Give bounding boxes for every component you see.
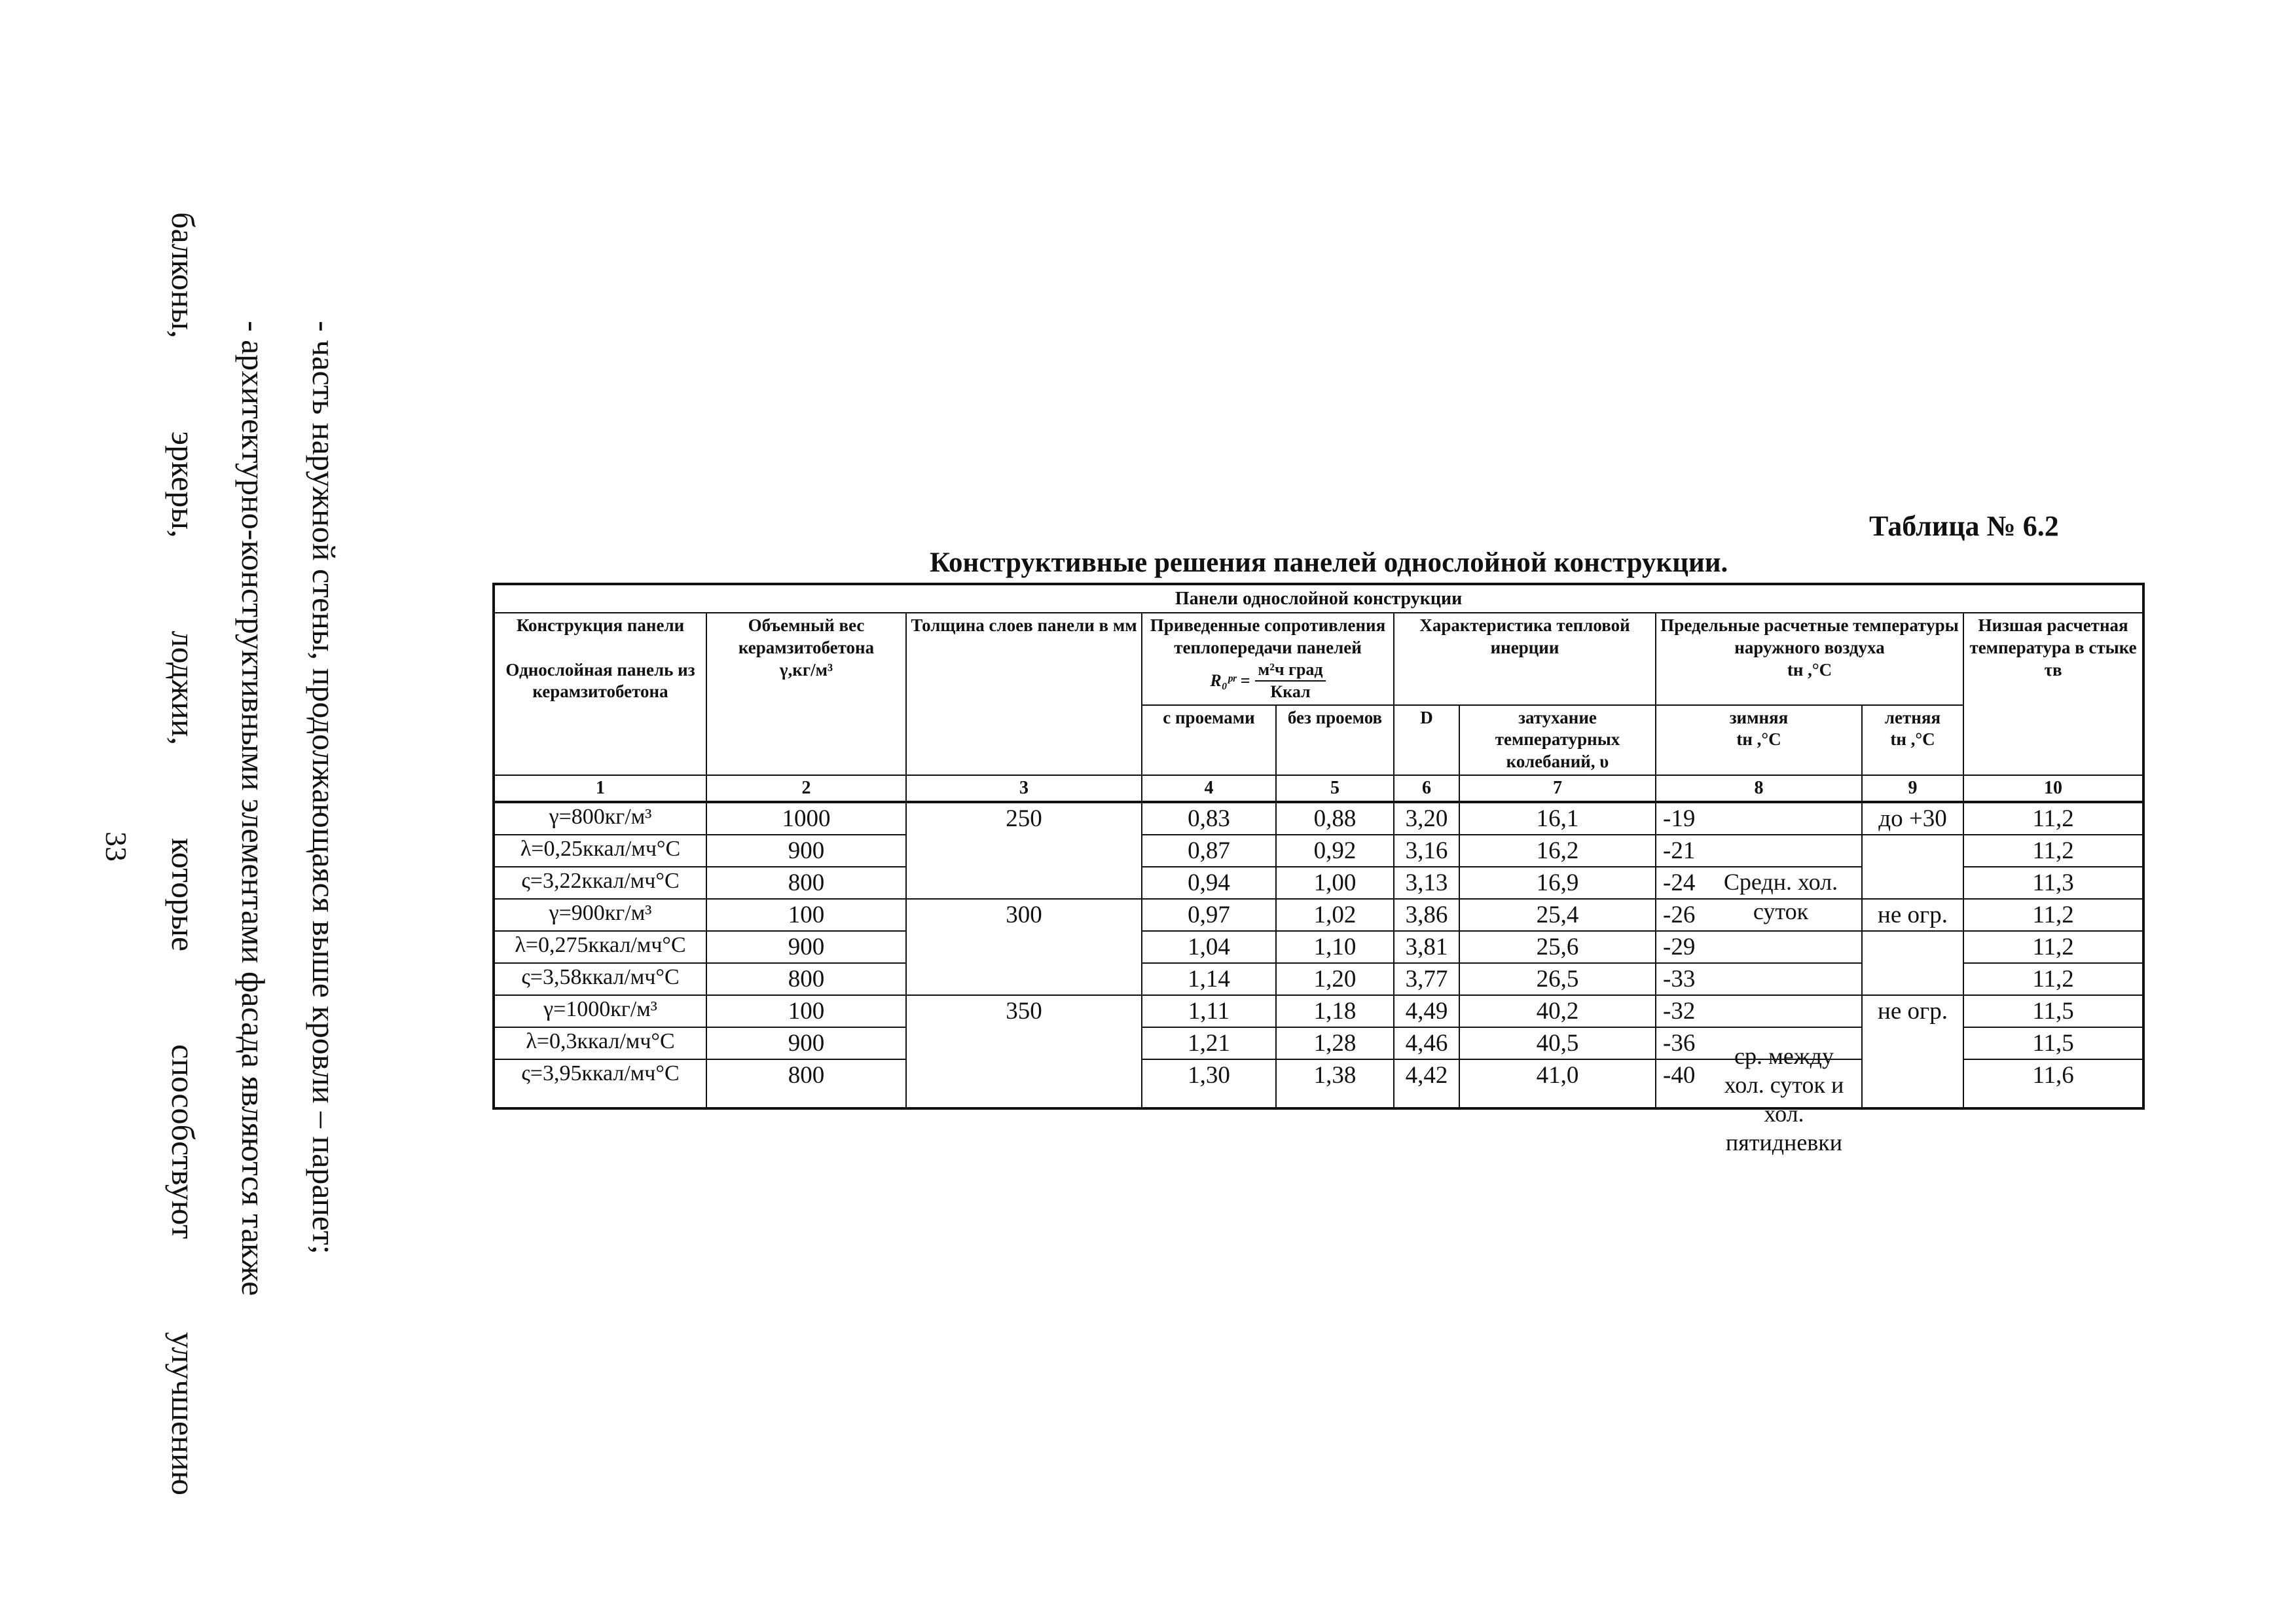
group-1000 bbox=[494, 995, 2143, 1108]
summer-empty-cell bbox=[1862, 835, 1963, 899]
damping-cell: 25,6 bbox=[1459, 931, 1656, 963]
d-cell: 3,77 bbox=[1394, 963, 1459, 995]
panels-table bbox=[492, 583, 2145, 1110]
index-cell: 5 bbox=[1276, 775, 1394, 802]
joint-temp-cell: 11,3 bbox=[1963, 867, 2143, 899]
r-with-cell: 1,04 bbox=[1142, 931, 1276, 963]
index-cell: 1 bbox=[494, 775, 706, 802]
thickness-cell: 350 bbox=[906, 995, 1142, 1108]
winter-cell: -19 bbox=[1656, 802, 1862, 835]
winter-cell: -36 bbox=[1656, 1027, 1862, 1059]
table-title: Конструктивные решения панелей однослойной конструкции. bbox=[930, 547, 1728, 578]
body-word: эркеры, bbox=[165, 431, 202, 538]
damping-cell: 16,2 bbox=[1459, 835, 1656, 867]
d-cell: 4,49 bbox=[1394, 995, 1459, 1027]
index-cell: 4 bbox=[1142, 775, 1276, 802]
joint-temp-cell: 11,5 bbox=[1963, 1027, 2143, 1059]
body-text-line-1: - часть наружной стены, продолжающаяся выше кровли – парапет; bbox=[306, 321, 342, 1254]
thickness-cell: 250 bbox=[906, 802, 1142, 899]
header-joint-temp: Низшая расчетная температура в стыке τв bbox=[1963, 613, 2143, 775]
body-text-line-2: - архитектурно-конструктивными элементами фасада являются также bbox=[235, 321, 272, 1296]
damping-cell: 40,5 bbox=[1459, 1027, 1656, 1059]
winter-cell: -40 bbox=[1656, 1059, 1862, 1108]
summer-empty-cell bbox=[1862, 931, 1963, 995]
winter-cell: -33 bbox=[1656, 963, 1862, 995]
r-without-cell: 1,10 bbox=[1276, 931, 1394, 963]
joint-temp-cell: 11,2 bbox=[1963, 899, 2143, 931]
joint-temp-cell: 11,5 bbox=[1963, 995, 2143, 1027]
header-thickness: Толщина слоев панели в мм bbox=[906, 613, 1142, 775]
r-without-cell: 0,88 bbox=[1276, 802, 1394, 835]
density-cell: 900 bbox=[706, 1027, 906, 1059]
damping-cell: 16,1 bbox=[1459, 802, 1656, 835]
index-cell: 7 bbox=[1459, 775, 1656, 802]
group-900 bbox=[494, 899, 2143, 995]
prop-cell: λ=0,25ккал/мч°С bbox=[494, 835, 706, 867]
table-super-header: Панели однослойной конструкции bbox=[494, 584, 2143, 613]
d-cell: 3,16 bbox=[1394, 835, 1459, 867]
density-cell: 1000 bbox=[706, 802, 906, 835]
r-with-cell: 1,11 bbox=[1142, 995, 1276, 1027]
density-cell: 100 bbox=[706, 995, 906, 1027]
r-with-cell: 0,83 bbox=[1142, 802, 1276, 835]
header-construction: Конструкция панели Однослойная панель из керамзитобетона bbox=[494, 613, 706, 775]
d-cell: 3,81 bbox=[1394, 931, 1459, 963]
r-with-cell: 0,97 bbox=[1142, 899, 1276, 931]
body-word: способствуют bbox=[165, 1044, 202, 1239]
joint-temp-cell: 11,2 bbox=[1963, 835, 2143, 867]
density-cell: 900 bbox=[706, 835, 906, 867]
density-cell: 800 bbox=[706, 867, 906, 899]
body-text-line-3 bbox=[167, 212, 200, 1495]
header-with-openings: с проемами bbox=[1142, 705, 1276, 775]
thickness-cell: 300 bbox=[906, 899, 1142, 995]
density-cell: 900 bbox=[706, 931, 906, 963]
winter-cell: -24 bbox=[1656, 867, 1862, 899]
damping-cell: 40,2 bbox=[1459, 995, 1656, 1027]
header-density: Объемный вес керамзитобетона γ,кг/м³ bbox=[706, 613, 906, 775]
header-winter: зимняя tн ,°C bbox=[1656, 705, 1862, 775]
density-cell: 800 bbox=[706, 963, 906, 995]
prop-cell: γ=900кг/м³ bbox=[494, 899, 706, 931]
prop-cell: ς=3,58ккал/мч°С bbox=[494, 963, 706, 995]
r-with-cell: 0,94 bbox=[1142, 867, 1276, 899]
joint-temp-cell: 11,2 bbox=[1963, 963, 2143, 995]
prop-cell: λ=0,3ккал/мч°С bbox=[494, 1027, 706, 1059]
d-cell: 3,20 bbox=[1394, 802, 1459, 835]
header-d: D bbox=[1394, 705, 1459, 775]
d-cell: 3,86 bbox=[1394, 899, 1459, 931]
joint-temp-cell: 11,2 bbox=[1963, 931, 2143, 963]
r-without-cell: 1,18 bbox=[1276, 995, 1394, 1027]
r-without-cell: 1,02 bbox=[1276, 899, 1394, 931]
winter-cell: -26 bbox=[1656, 899, 1862, 931]
d-cell: 4,42 bbox=[1394, 1059, 1459, 1108]
density-cell: 800 bbox=[706, 1059, 906, 1108]
r-without-cell: 1,38 bbox=[1276, 1059, 1394, 1108]
table-caption: Таблица № 6.2 bbox=[1869, 510, 2059, 542]
r-without-cell: 1,00 bbox=[1276, 867, 1394, 899]
winter-cell: -29 bbox=[1656, 931, 1862, 963]
damping-cell: 25,4 bbox=[1459, 899, 1656, 931]
index-cell: 3 bbox=[906, 775, 1142, 802]
table-row bbox=[494, 931, 2143, 963]
damping-cell: 26,5 bbox=[1459, 963, 1656, 995]
r-without-cell: 1,20 bbox=[1276, 963, 1394, 995]
density-cell: 100 bbox=[706, 899, 906, 931]
index-cell: 6 bbox=[1394, 775, 1459, 802]
header-air-temps: Предельные расчетные температуры наружного воздуха tн ,°C bbox=[1656, 613, 1963, 705]
group-800 bbox=[494, 802, 2143, 899]
r-without-cell: 1,28 bbox=[1276, 1027, 1394, 1059]
summer-cell: не огр. bbox=[1862, 995, 1963, 1108]
index-cell: 2 bbox=[706, 775, 906, 802]
r-with-cell: 1,21 bbox=[1142, 1027, 1276, 1059]
damping-cell: 16,9 bbox=[1459, 867, 1656, 899]
winter-note-1: Средн. хол. суток bbox=[1723, 869, 1838, 924]
body-word: балконы, bbox=[165, 212, 202, 338]
header-damping: затухание температурных колебаний, υ bbox=[1459, 705, 1656, 775]
body-word: которые bbox=[165, 838, 202, 952]
index-row bbox=[494, 775, 2143, 802]
header-inertia: Характеристика тепловой инерции bbox=[1394, 613, 1656, 705]
r-with-cell: 1,30 bbox=[1142, 1059, 1276, 1108]
header-without-openings: без проемов bbox=[1276, 705, 1394, 775]
page-number: 33 bbox=[100, 831, 133, 862]
index-cell: 8 bbox=[1656, 775, 1862, 802]
prop-cell: γ=1000кг/м³ bbox=[494, 995, 706, 1027]
body-word: лоджии, bbox=[165, 630, 202, 746]
header-resistance: Приведенные сопротивления теплопередачи панелей R₀ᵖʳ = $\frac{\text{м²ч град}}{\text{Ккал}}$ bbox=[1142, 613, 1394, 705]
table-row bbox=[494, 802, 2143, 835]
r-with-cell: 1,14 bbox=[1142, 963, 1276, 995]
index-cell: 10 bbox=[1963, 775, 2143, 802]
body-word: улучшению bbox=[165, 1332, 202, 1495]
joint-temp-cell: 11,6 bbox=[1963, 1059, 2143, 1108]
r-without-cell: 0,92 bbox=[1276, 835, 1394, 867]
prop-cell: ς=3,22ккал/мч°С bbox=[494, 867, 706, 899]
table-row bbox=[494, 835, 2143, 867]
prop-cell: ς=3,95ккал/мч°С bbox=[494, 1059, 706, 1108]
winter-note-3: ср. между хол. суток и хол. пятидневки bbox=[1724, 1043, 1844, 1156]
d-cell: 3,13 bbox=[1394, 867, 1459, 899]
summer-cell: не огр. bbox=[1862, 899, 1963, 931]
prop-cell: γ=800кг/м³ bbox=[494, 802, 706, 835]
damping-cell: 41,0 bbox=[1459, 1059, 1656, 1108]
header-summer: летняя tн ,°C bbox=[1862, 705, 1963, 775]
prop-cell: λ=0,275ккал/мч°С bbox=[494, 931, 706, 963]
winter-cell: -32 bbox=[1656, 995, 1862, 1027]
table-row bbox=[494, 995, 2143, 1027]
summer-cell: до +30 bbox=[1862, 802, 1963, 835]
r-with-cell: 0,87 bbox=[1142, 835, 1276, 867]
d-cell: 4,46 bbox=[1394, 1027, 1459, 1059]
joint-temp-cell: 11,2 bbox=[1963, 802, 2143, 835]
index-cell: 9 bbox=[1862, 775, 1963, 802]
winter-cell: -21 bbox=[1656, 835, 1862, 867]
table-row bbox=[494, 899, 2143, 931]
